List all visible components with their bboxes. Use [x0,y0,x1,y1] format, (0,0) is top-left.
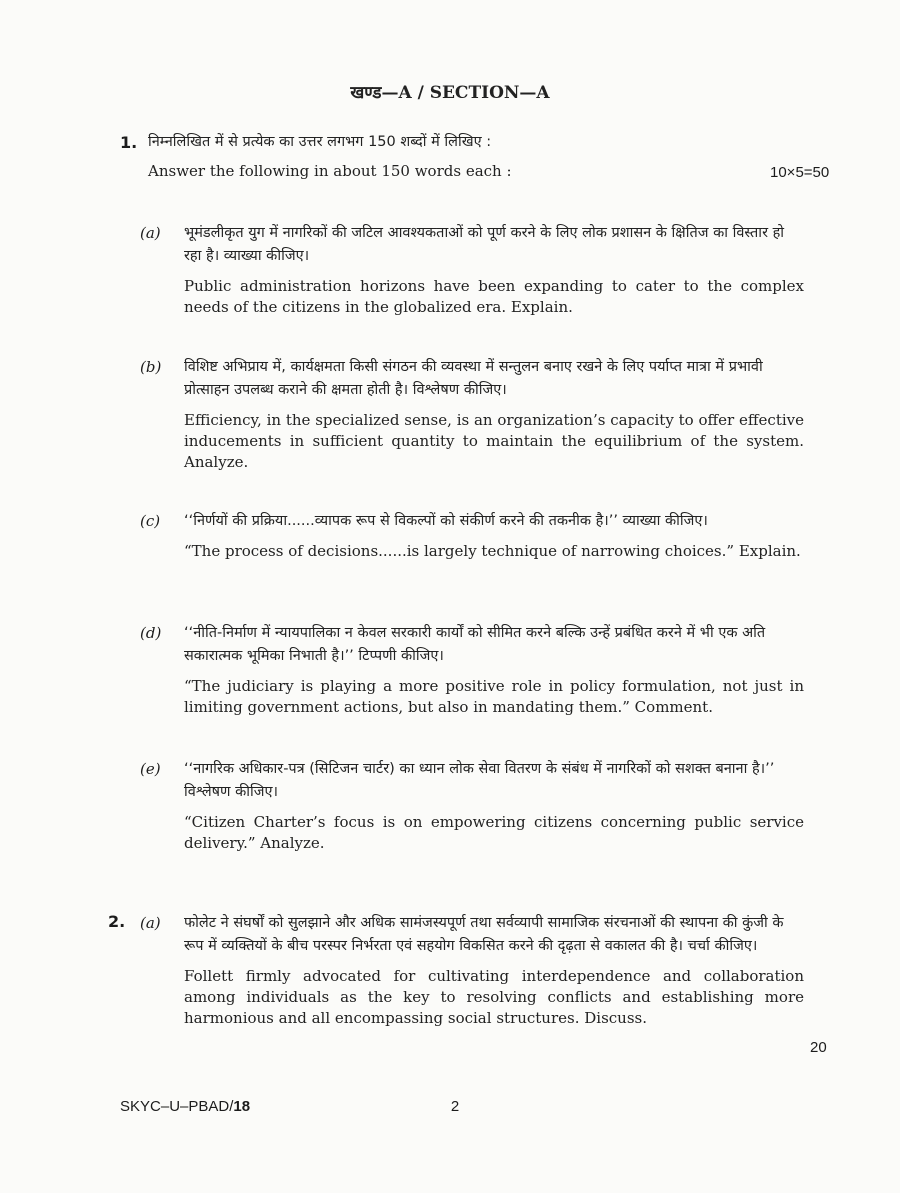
question-1-instruction-hindi: निम्नलिखित में से प्रत्येक का उत्तर लगभग 150 शब्दों में लिखिए : [148,134,492,150]
question-2a-hindi: फोलेट ने संघर्षों को सुलझाने और अधिक सामंजस्यपूर्ण तथा सर्वव्यापी सामाजिक संरचनाओं की स्थापना की कुंजी के रूप में व्यक्तियों के बीच परस्पर निर्भरता एवं सहयोग विकसित करने की दृढ़ता से वकालत की है। चर्चा कीजिए। [184,915,784,954]
question-1e-hindi: ‘‘नागरिक अधिकार-पत्र (सिटिजन चार्टर) का ध्यान लोक सेवा वितरण के संबंध में नागरिकों को सशक्त बनाना है।’’ विश्लेषण कीजिए। [184,761,775,800]
question-1b-hindi: विशिष्ट अभिप्राय में, कार्यक्षमता किसी संगठन की व्यवस्था में सन्तुलन बनाए रखने के लिए पर्याप्त मात्रा में प्रभावी प्रोत्साहन उपलब्ध कराने की क्षमता होती है। विश्लेषण कीजिए। [184,359,763,398]
question-1d-hindi: ‘‘नीति-निर्माण में न्यायपालिका न केवल सरकारी कार्यों को सीमित करने बल्कि उन्हें प्रबंधित करने में भी एक अति सकारात्मक भूमिका निभाती है।’’ टिप्पणी कीजिए। [184,625,766,664]
question-1b-label: (b) [140,358,162,376]
question-1e-label: (e) [140,760,161,778]
question-1d-english: “The judiciary is playing a more positive role in policy formulation, not just in limiting government actions, but also in mandating them.” Comment. [184,677,804,716]
question-2a-english: Follett firmly advocated for cultivating interdependence and collaboration among individuals as the key to resolving conflicts and establishing more harmonious and all encompassing social structures. Discuss. [184,967,804,1027]
question-1b-english: Efficiency, in the specialized sense, is an organization’s capacity to offer effective inducements in sufficient quantity to maintain the equilibrium of the system. Analyze. [184,411,804,471]
question-1a-label: (a) [140,224,161,242]
paper-code-suffix: 18 [233,1098,251,1115]
question-1-instruction-english: Answer the following in about 150 words each : [148,162,512,180]
question-1c-english: “The process of decisions......is largely technique of narrowing choices.” Explain. [184,542,801,560]
question-1e-english: “Citizen Charter’s focus is on empowering citizens concerning public service delivery.” Analyze. [184,813,804,852]
paper-code-prefix: SKYC–U–PBAD/ [120,1098,234,1115]
page-number: 2 [450,1098,460,1115]
section-heading: खण्ड—A / SECTION—A [350,83,550,103]
question-1a-english: Public administration horizons have been expanding to cater to the complex needs of the citizens in the globalized era. Explain. [184,277,804,316]
question-1d-label: (d) [140,624,162,642]
paper-code [120,1098,250,1115]
question-2a-label: (a) [140,914,161,932]
question-1c-label: (c) [140,512,161,530]
question-1-marks: 10×5=50 [770,164,830,181]
question-1a-hindi: भूमंडलीकृत युग में नागरिकों की जटिल आवश्यकताओं को पूर्ण करने के लिए लोक प्रशासन के क्षितिज का विस्तार हो रहा है। व्याख्या कीजिए। [184,225,785,264]
question-2-marks: 20 [810,1039,827,1056]
question-2-number: 2. [108,912,126,931]
question-1c-hindi: ‘‘निर्णयों की प्रक्रिया......व्यापक रूप से विकल्पों को संकीर्ण करने की तकनीक है।’’ व्याख्या कीजिए। [184,513,708,529]
question-1-number: 1. [120,133,138,152]
